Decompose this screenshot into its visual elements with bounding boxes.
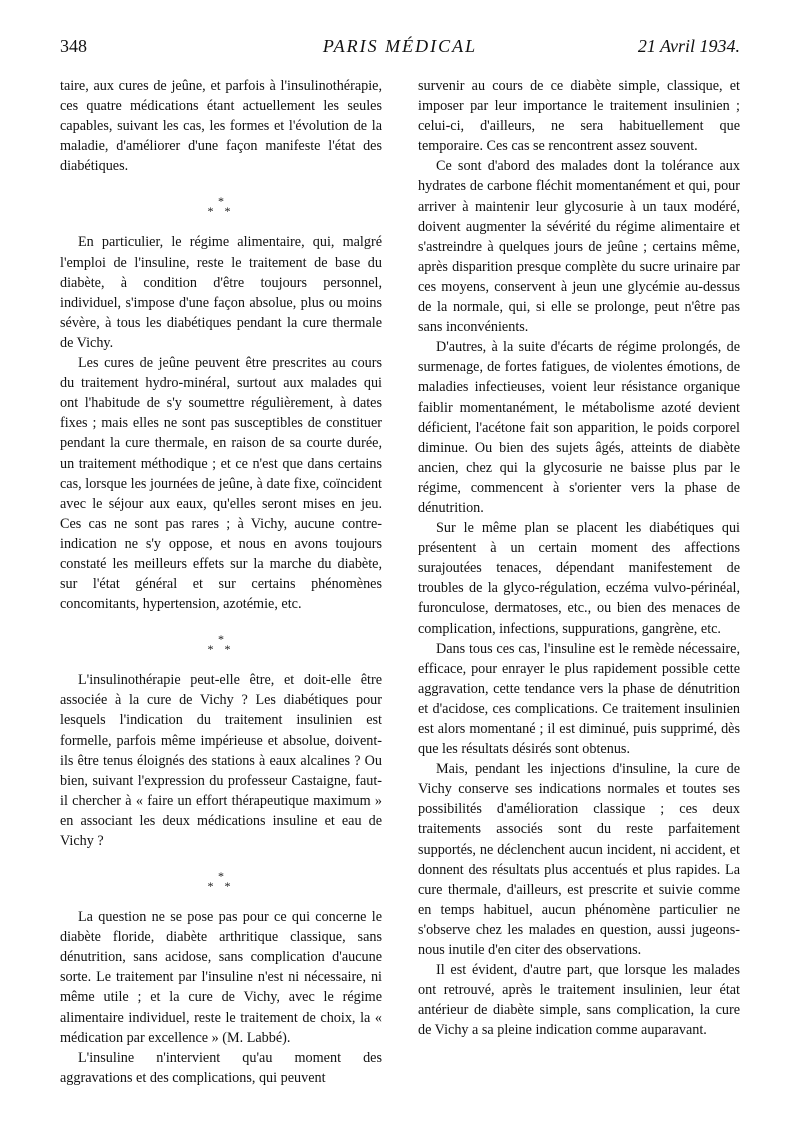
paragraph: La question ne se pose pas pour ce qui concerne le diabète floride, diabète arthritique classique, sans dénutrition, sans acidose, sans complication d'aucune sorte. Le traitement par l'insuline n'est ni nécessaire, ni même utile ; et la cure de Vichy, avec le régime alimentaire individuel, reste le traitement de choix, la « médication par excellence » (M. Labbé). <box>60 909 382 1046</box>
page-header <box>60 36 740 66</box>
section-separator <box>60 176 382 232</box>
paragraph: L'insuline n'intervient qu'au moment des aggravations et des complications, qui peuvent <box>60 1049 382 1086</box>
paragraph: Mais, pendant les injections d'insuline, la cure de Vichy conserve ses indications normales et toutes ses possibilités d'amélioration classique ; ces deux traitements associés sont du reste parfaitement supportés, ne déclenchent aucun incident, ni accident, et donnent des résultats plus accentués et plus rapides. La cure thermale, d'ailleurs, est prescrite et suivie comme en temps habituel, aucun phénomène particulier ne s'observe chez les malades en question, aussi jugeons-nous inutile d'en citer des observations. <box>418 761 740 959</box>
left-column <box>60 76 382 1088</box>
paragraph: survenir au cours de ce diabète simple, classique, et imposer par leur importance le traitement insulinien ; celui-ci, d'ailleurs, ne sera habituellement que temporaire. Ces cas se rencontrent assez souvent. <box>418 78 740 155</box>
asterism-top: * <box>218 194 224 209</box>
asterism-bottom: * * <box>207 879 235 894</box>
asterism-bottom: * * <box>207 204 235 219</box>
section-separator <box>60 614 382 670</box>
asterism-bottom: * * <box>207 642 235 657</box>
paragraph: taire, aux cures de jeûne, et parfois à l'insulinothérapie, ces quatre médications étant actuellement les seules capables, suivant les cas, les formes et l'évolution de la maladie, d'améliorer d'une façon manifeste l'état des diabétiques. <box>60 78 382 175</box>
journal-page <box>60 36 740 1126</box>
paragraph: Il est évident, d'autre part, que lorsque les malades ont retrouvé, après le traitement insulinien, leur état antérieur de diabète simple, sans complication, la cure de Vichy a sa pleine indication comme auparavant. <box>418 962 740 1039</box>
paragraph: D'autres, à la suite d'écarts de régime prolongés, de surmenage, de fortes fatigues, de violentes émotions, de maladies infectieuses, voient leur résistance organique faiblir momentanément, le métabolisme azoté devient déficient, l'acétone fait son apparition, le poids corporel diminue. Ou bien des sujets âgés, atteints de diabète ancien, chez qui la glycosurie ne baisse plus par le régime, commencent à s'orienter vers la phase de dénutrition. <box>418 339 740 516</box>
paragraph: L'insulinothérapie peut-elle être, et doit-elle être associée à la cure de Vichy ? Les diabétiques pour lesquels l'indication du traitement insulinien est formelle, parfois même impérieuse et absolue, doivent-ils être tenus éloignés des stations à eaux alcalines ? Ou bien, suivant l'expression du professeur Castaigne, faut-il chercher à « faire un effort thérapeutique maximum » en associant les deux médications insuline et eau de Vichy ? <box>60 672 382 849</box>
paragraph: Dans tous ces cas, l'insuline est le remède nécessaire, efficace, pour enrayer le plus rapidement possible cette aggravation, cette tendance vers la phase de dénutrition et d'acidose, ces complications. Ce traitement insulinien est alors momentané ; il est diminué, puis supprimé, dès que les résultats désirés sont obtenus. <box>418 640 740 758</box>
asterism-top: * <box>218 632 224 647</box>
paragraph: En particulier, le régime alimentaire, qui, malgré l'emploi de l'insuline, reste le traitement de base du diabète, à condition d'être toujours personnel, individuel, s'impose d'une façon absolue, plus ou moins sévère, à tous les diabétiques pendant la cure thermale de Vichy. <box>60 234 382 351</box>
section-separator <box>60 851 382 907</box>
paragraph: Sur le même plan se placent les diabétiques qui présentent à un certain moment des affections surajoutées tenaces, dépendant manifestement de troubles de la glyco-régulation, eczéma vulvo-périnéal, furonculose, dermatoses, etc., ou bien des menaces de complication, infections, suppurations, gangrène, etc. <box>418 520 740 637</box>
asterism-top: * <box>218 869 224 884</box>
issue-date: 21 Avril 1934. <box>637 36 740 56</box>
paragraph: Les cures de jeûne peuvent être prescrites au cours du traitement hydro-minéral, surtout aux malades qui ont l'habitude de s'y soumettre régulièrement, à dates fixes ; mais elles ne sont pas susceptibles de constituer pendant la cure thermale, en raison de sa courte durée, un traitement méthodique ; et ce n'est que dans certains cas, lorsque les journées de jeûne, à date fixe, coïncident avec le séjour aux eaux, qu'elles seront mises en jeu. Ces cas ne sont pas rares ; à Vichy, aucune contre-indication ne s'y oppose, et nous en avons toujours constaté les meilleurs effets sur la marche du diabète, sur l'état général et sur certains phénomènes concomitants, hypertension, azotémie, etc. <box>60 355 382 613</box>
right-column <box>418 76 740 1041</box>
paragraph: Ce sont d'abord des malades dont la tolérance aux hydrates de carbone fléchit momentanément et qui, pour arriver à maintenir leur glycosurie à un taux modéré, doivent augmenter la sévérité du régime alimentaire et s'astreindre à quelques jours de jeûne ; certains même, après disparition presque complète du sucre urinaire par ces moyens, conservent à jeun une glycémie au-dessus de la normale, qui, si elle se prolonge, peut n'être pas sans inconvénients. <box>418 158 740 336</box>
page-number: 348 <box>60 36 87 56</box>
journal-title: PARIS MÉDICAL <box>322 36 478 56</box>
